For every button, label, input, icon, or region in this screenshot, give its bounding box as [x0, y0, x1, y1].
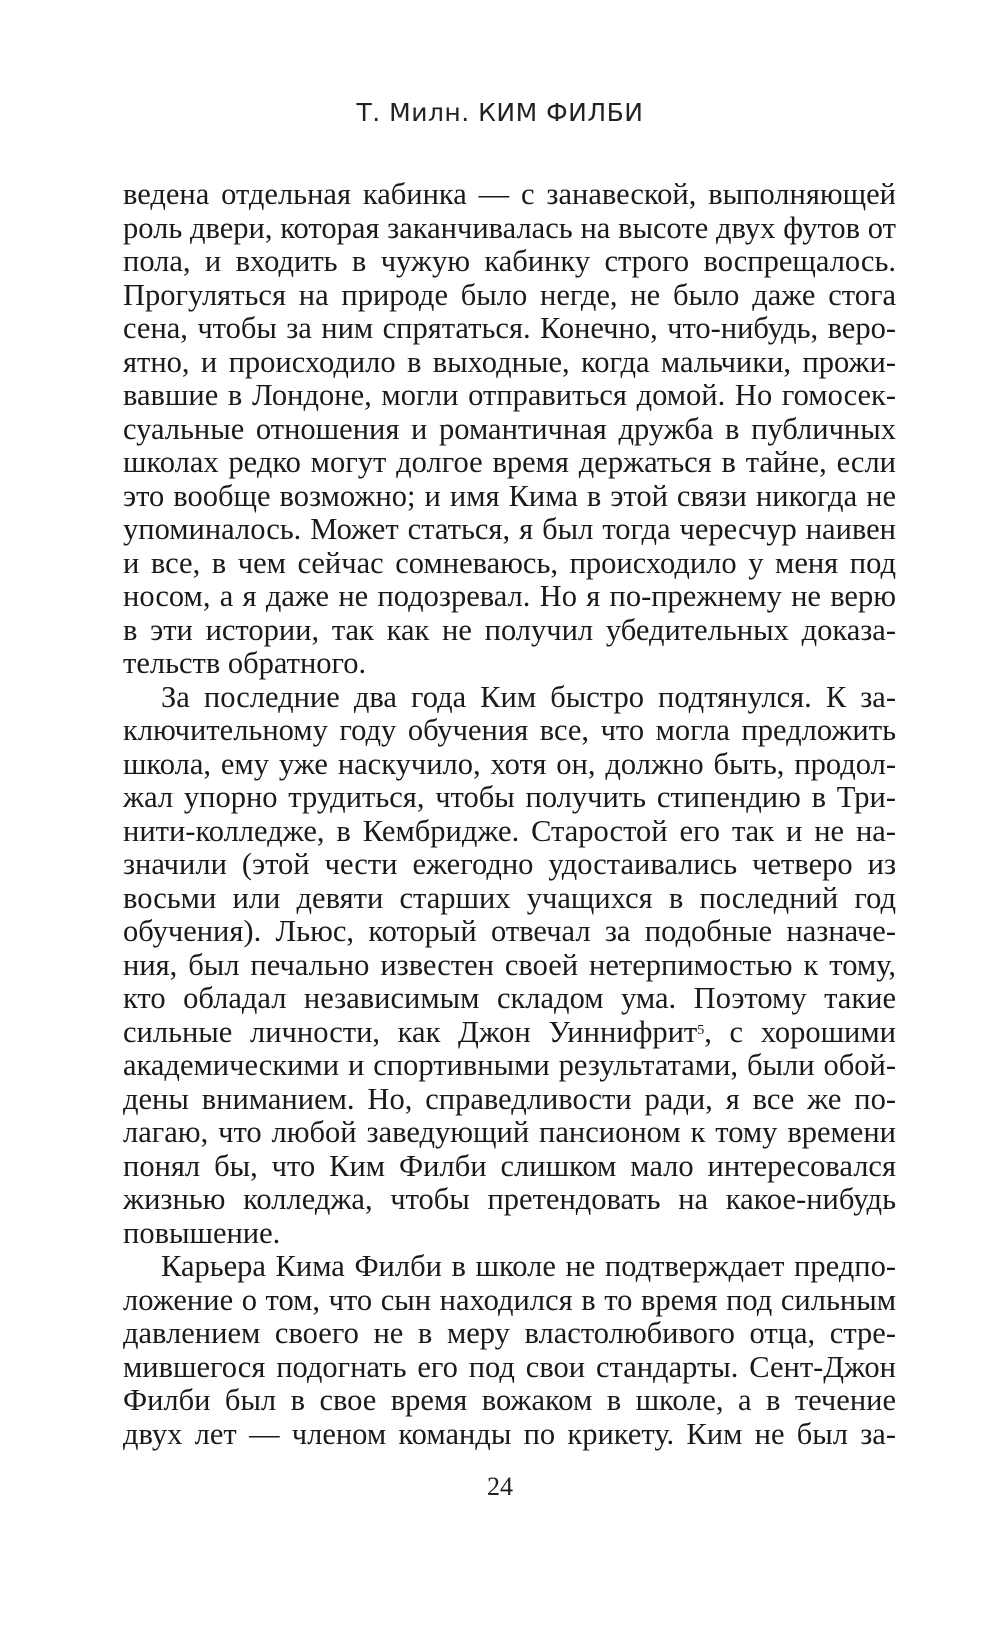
- text-line: двух лет — членом команды по крикету. Ким не был за-: [123, 1416, 896, 1451]
- text-line: вавшие в Лондоне, могли отправиться домой. Но гомосек-: [123, 378, 896, 412]
- page-number: 24: [487, 1472, 513, 1501]
- text-line: в эти истории, так как не получил убедительных доказа-: [123, 612, 896, 647]
- text-line: обучения). Льюс, который отвечал за подобные назначе-: [123, 914, 896, 948]
- footnote-marker[interactable]: 5: [697, 1022, 705, 1038]
- text-line: Карьера Кима Филби в школе не подтверждает предпо-: [161, 1249, 896, 1283]
- text-line: школа, ему уже наскучило, хотя он, должно быть, продол-: [123, 746, 896, 781]
- text-line: Филби был в свое время вожаком в школе, а в течение: [123, 1383, 896, 1417]
- text-line: кто обладал независимым складом ума. Поэтому такие: [123, 981, 896, 1015]
- text-line: нити-колледже, в Кембридже. Старостой его так и не на-: [123, 813, 896, 848]
- text-line: роль двери, которая заканчивалась на высоте двух футов от: [123, 210, 896, 245]
- text-line: это вообще возможно; и имя Кима в этой связи никогда не: [123, 478, 896, 513]
- text-line: школах редко могут долгое время держаться в тайне, если: [123, 445, 896, 479]
- paragraph-1: [123, 178, 896, 681]
- running-header: Т. Милн. КИМ ФИЛБИ: [356, 98, 644, 127]
- paragraph-3: [123, 1250, 896, 1451]
- page-body: [123, 178, 896, 1451]
- text-line: тельств обратного.: [123, 646, 367, 680]
- text-line: повышение.: [123, 1215, 281, 1250]
- text-line: ключительному году обучения все, что могла предложить: [123, 713, 896, 747]
- text-line-with-footnote: [123, 1016, 896, 1050]
- text-line: академическими и спортивными результатами, были обой-: [123, 1048, 896, 1082]
- text-line: сена, чтобы за ним спрятаться. Конечно, что-нибудь, веро-: [123, 311, 896, 345]
- text-line: суальные отношения и романтичная дружба в публичных: [123, 411, 896, 446]
- text-line: восьми или девяти старших учащихся в последний год: [123, 880, 896, 915]
- text-line-head: сильные личности, как Джон Уиннифрит: [123, 1014, 698, 1049]
- text-line: и все, в чем сейчас сомневаюсь, происходило у меня под: [123, 545, 896, 580]
- text-line: мившегося подогнать его под свои стандарты. Сент-Джон: [123, 1349, 896, 1384]
- text-line: Прогуляться на природе было негде, не было даже стога: [123, 277, 896, 312]
- text-line: пола, и входить в чужую кабинку строго воспрещалось.: [123, 244, 896, 278]
- text-line: ложение о том, что сын находился в то время под сильным: [123, 1282, 896, 1317]
- text-line-tail: , с хорошими: [704, 1014, 897, 1049]
- text-line: жал упорно трудиться, чтобы получить стипендию в Три-: [123, 780, 896, 814]
- text-line: жизнью колледжа, чтобы претендовать на какое-нибудь: [123, 1182, 896, 1216]
- text-line: значили (этой чести ежегодно удостаивались четверо из: [123, 847, 896, 881]
- text-line: упоминалось. Может статься, я был тогда чересчур наивен: [123, 512, 896, 546]
- text-line: ведена отдельная кабинка — с занавеской, выполняющей: [123, 177, 896, 211]
- text-line: лагаю, что любой заведующий пансионом к тому времени: [123, 1115, 896, 1149]
- text-line: понял бы, что Ким Филби слишком мало интересовался: [123, 1148, 896, 1183]
- paragraph-2: [123, 681, 896, 1251]
- text-line: За последние два года Ким быстро подтянулся. К за-: [161, 679, 896, 714]
- text-line: ятно, и происходило в выходные, когда мальчики, прожи-: [123, 344, 896, 379]
- text-line: ния, был печально известен своей нетерпимостью к тому,: [123, 947, 896, 982]
- text-line: дены вниманием. Но, справедливости ради, я все же по-: [123, 1081, 896, 1116]
- text-line: носом, а я даже не подозревал. Но я по-прежнему не верю: [123, 579, 896, 613]
- text-line: давлением своего не в меру властолюбивого отца, стре-: [123, 1316, 896, 1350]
